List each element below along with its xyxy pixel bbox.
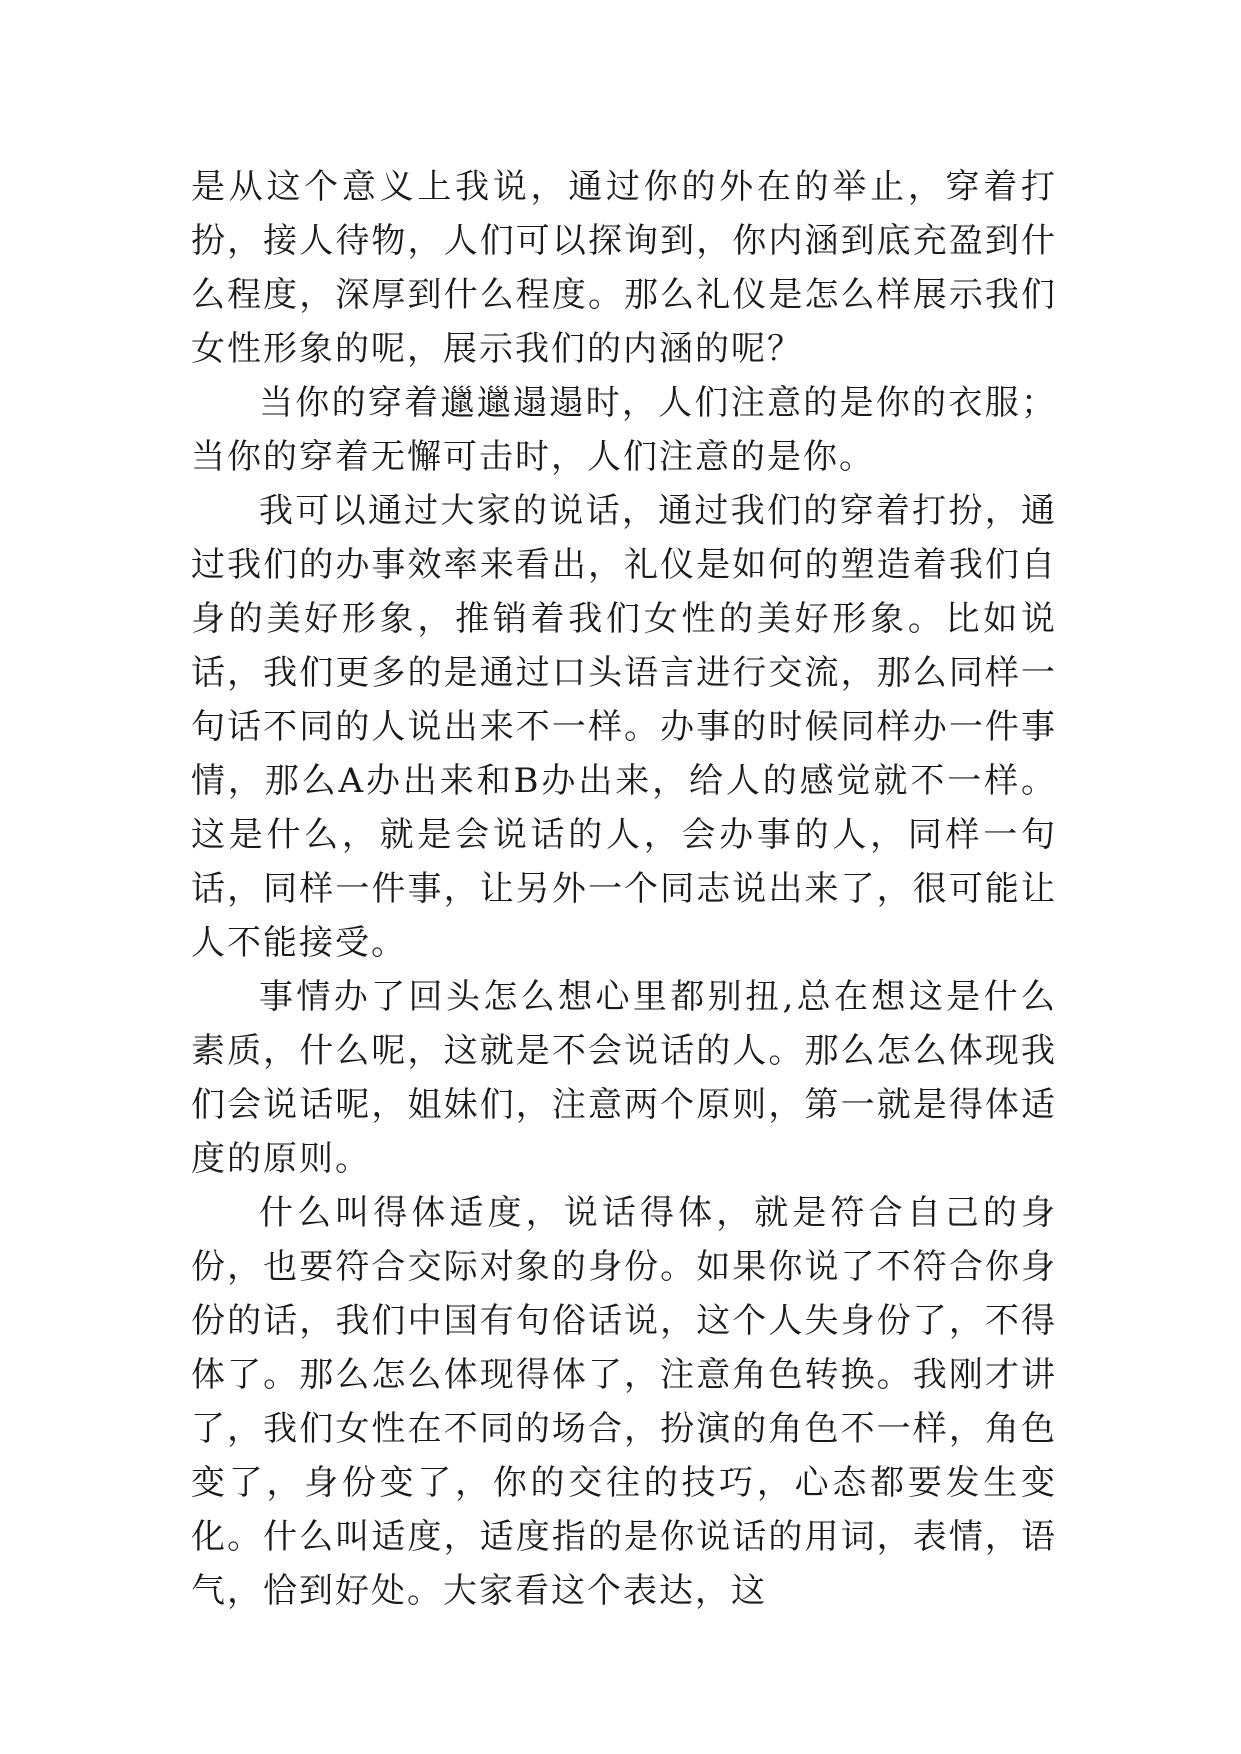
- paragraph-2: 当你的穿着邋邋遢遢时，人们注意的是你的衣服；当你的穿着无懈可击时，人们注意的是你。: [191, 383, 1057, 477]
- paragraph-3: 我可以通过大家的说话，通过我们的穿着打扮，通过我们的办事效率来看出，礼仪是如何的塑造着我们自身的美好形象，推销着我们女性的美好形象。比如说话，我们更多的是通过口头语言进行交流，那么同样一句话不同的人说出来不一样。办事的时候同样办一件事情，那么A办出来和B办出来，给人的感觉就不一样。这是什么，就是会说话的人，会办事的人，同样一句话，同样一件事，让另外一个同志说出来了，很可能让人不能接受。: [191, 491, 1057, 963]
- paragraph-5: 什么叫得体适度，说话得体，就是符合自己的身份，也要符合交际对象的身份。如果你说了不符合你身份的话，我们中国有句俗话说，这个人失身份了，不得体了。那么怎么体现得体了，注意角色转换。我刚才讲了，我们女性在不同的场合，扮演的角色不一样，角色变了，身份变了，你的交往的技巧，心态都要发生变化。什么叫适度，适度指的是你说话的用词，表情，语气，恰到好处。大家看这个表达，这: [191, 1193, 1057, 1611]
- document-body: [191, 160, 1057, 1618]
- paragraph-1: 是从这个意义上我说，通过你的外在的举止，穿着打扮，接人待物，人们可以探询到，你内涵到底充盈到什么程度，深厚到什么程度。那么礼仪是怎么样展示我们女性形象的呢，展示我们的内涵的呢？: [191, 167, 1057, 369]
- paragraph-4: 事情办了回头怎么想心里都别扭,总在想这是什么素质，什么呢，这就是不会说话的人。那么怎么体现我们会说话呢，姐妹们，注意两个原则，第一就是得体适度的原则。: [191, 977, 1057, 1179]
